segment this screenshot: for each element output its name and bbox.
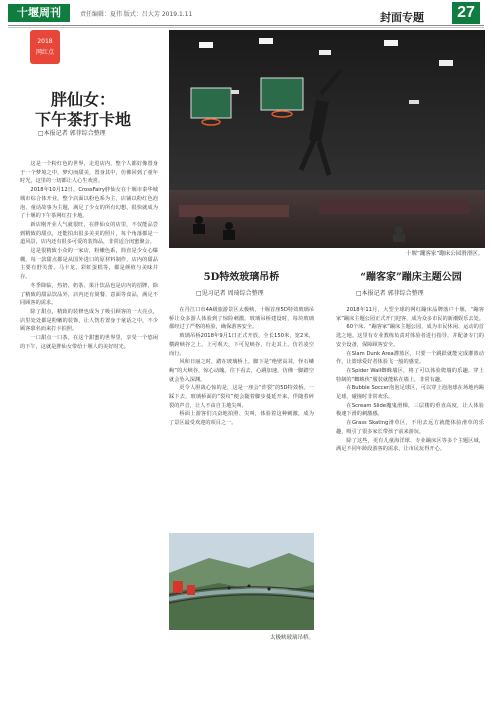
paragraph: 在Bubble Soccer泡泡足球区，可以穿上泡泡球在场地内踢足球，碰撞时非常欢乐。 xyxy=(336,385,484,401)
hot-spot-badge xyxy=(30,30,60,64)
paragraph: 更令人胆战心惊的是，这是一座会“炸裂”的5D特效桥。一踩下去，玻璃桥面的“裂纹”便会随着脚步蔓延开来，伴随着碎裂的声音，让人不由自主地尖叫。 xyxy=(169,385,314,409)
paragraph: 60个床、“蹦客家”蹦床主题公园，成为市民休闲、运动的首选之地。这里有专业教练负责对体验者进行指导，并配备专门的安全设备，保障顾客安全。 xyxy=(336,324,484,348)
newspaper-name: 十堰周刊 xyxy=(8,4,70,22)
right-article-title: “蹦客家”蹦床主题公园 xyxy=(360,272,462,283)
paragraph: 这是一个粉红色的世界，走进店内，整个人都好像置身于一个梦境之中，梦幻而甜美，置身其中，仿佛回到了童年时光，这里的一切都让人心生欢喜。 xyxy=(20,161,158,185)
paragraph: 这是很精致小众的一家店，粉嫩色系，简直是少女心爆棚，每一款甜点都是从国外进口的原材料制作，店内的甜品主要有舒芙蕾、马卡龙、彩虹蛋糕等，都是颜值与美味并存。 xyxy=(20,248,158,281)
paragraph: 风和日丽之时，踏在玻璃桥上，脚下是“绝壁高耸，怪石嶙峋”的大峡谷，惊心动魄。往下看去，心跳加速，仿佛一脚踏空就会坠入深渊。 xyxy=(169,359,314,383)
paragraph: 在Spider Wall蜘蛛墙区，将了可以体验爬墙的乐趣，穿上特制的“蜘蛛侠”服装就能粘在墙上，非常有趣。 xyxy=(336,367,484,383)
paragraph: 除了这些，更有儿童海洋球、专业蹦床区等多个主题区域，满足不同年龄段游客的需求，让市民玩得开心。 xyxy=(336,437,484,453)
left-title-line-1: 胖仙女： xyxy=(50,90,115,109)
left-article-byline: □本报记者 郭菲综合整理 xyxy=(38,130,106,137)
section-title: 封面专题 xyxy=(380,11,424,24)
paragraph: 在丹江口市4A级旅游景区太极峡，十堰首座5D特效玻璃吊桥让众多游人体验到了惊险刺激。玻璃吊桥建设时，每块玻璃都经过了严格的检验，确保游客安全。 xyxy=(169,307,314,331)
glass-bridge-photo xyxy=(169,533,314,630)
left-title-line-2: 下午茶打卡地 xyxy=(34,110,131,129)
paragraph: 桥面上游客们兴奋地拍照、尖叫，体验着这种刺激，成为了景区最受欢迎的项目之一。 xyxy=(169,411,314,427)
left-article-body xyxy=(20,160,158,351)
trampoline-park-photo xyxy=(169,30,485,248)
paragraph: 除了甜点，精致的装修也成为了吸引顾客的一大亮点，店里处处都是粉嫩的装饰，让人恍若置身于童话之中，不少顾客慕名而来打卡拍照。 xyxy=(20,308,158,333)
right-article-body xyxy=(336,306,484,454)
badge-year: 2018 xyxy=(37,38,53,45)
small-photo-caption: 太极峡玻璃吊桥。 xyxy=(270,635,315,641)
paragraph: 新店刚开业人气就很旺，在胖仙女的店里，不仅能品尝到精致的甜点，还能拍出很多美美的照片，每个角落都是一道风景，店内还有很多可爱的装饰品，非常适合闺蜜聚会。 xyxy=(20,221,158,246)
paragraph: 在Scream Slide魔鬼滑梯，三层楼的垂直高度，让人体验极速下滑的刺激感。 xyxy=(336,402,484,418)
page-number: 27 xyxy=(452,2,480,24)
paragraph: 2018年10月12日，CrossFairy胖仙女在十堰市泰华城城市综合体开业，整个店面以粉色系为主，店铺以粉红色泡泡、童话故事为主题，满足了少女的所有幻想，很快就成为了十堰的下午茶网红打卡地。 xyxy=(20,187,158,220)
right-article-byline: □本报记者 郭菲综合整理 xyxy=(356,290,424,297)
badge-label: 网红点 xyxy=(35,49,54,56)
middle-article-body xyxy=(169,306,314,428)
header-divider-thin xyxy=(8,27,484,28)
paragraph: 在Slam Dunk Area灌篮区，只要一个跳跃就能完成灌篮动作，让篮球爱好者体验飞一般的感觉。 xyxy=(336,350,484,366)
paragraph: 一口甜点一口茶，在这个甜蜜的世界里，享受一个悠闲的下午，这就是胖仙女带给十堰人的美好时光。 xyxy=(20,335,158,350)
middle-article-byline: □见习记者 周琦综合整理 xyxy=(196,290,264,297)
paragraph: 冬季降临，热奶、奶茶、果汁饮品也是店内的招牌，除了精致的甜品饮品外，店内还有简餐、意面等食品，满足不同顾客的需求。 xyxy=(20,282,158,307)
middle-article-title: 5D特效玻璃吊桥 xyxy=(203,272,280,283)
paragraph: 2018年11月，大型全球的网红蹦床品牌落户十堰，“蹦客家”蹦床主题公园正式开门迎客，成为众多市民的新潮娱乐去处。 xyxy=(336,307,484,322)
trampoline-photo-illustration xyxy=(169,30,485,248)
paragraph: 玻璃吊桥2018年9月1日正式开放，全长150米，宽2米，横跨峡谷之上，上可观天，下可见峡谷，行走其上，仿若凌空而行。 xyxy=(169,333,314,357)
left-article-title xyxy=(18,90,148,130)
editor-meta: 责任编辑：夏伟 版式：吕大芳 2019.1.11 xyxy=(80,11,193,18)
glass-bridge-illustration xyxy=(169,533,314,630)
paragraph: 在Grass Skating滑草区，不用去远方就能体验滑草的乐趣，吸引了很多家长带孩子前来游玩。 xyxy=(336,420,484,435)
big-photo-caption: 十堰“蹦客家”蹦床公园滑滑区。 xyxy=(406,251,484,257)
header-divider xyxy=(8,25,484,26)
